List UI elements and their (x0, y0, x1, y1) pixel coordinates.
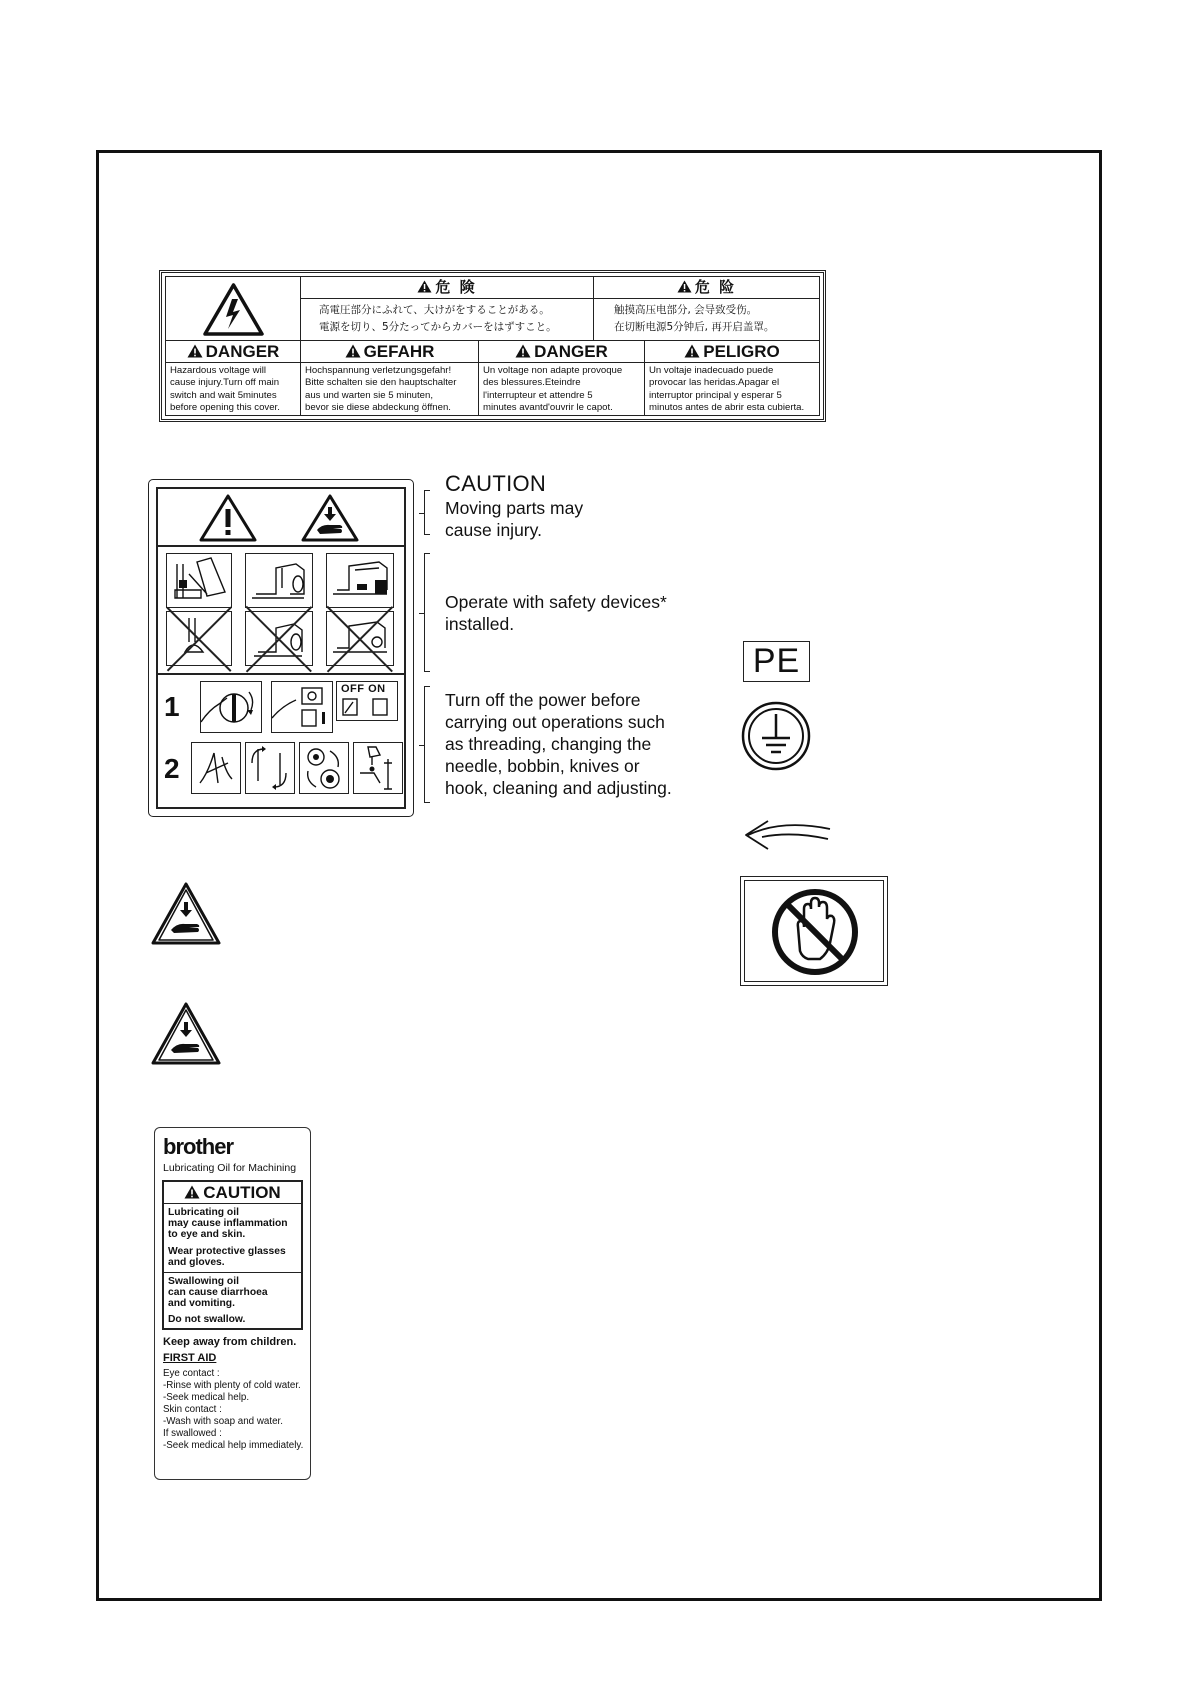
peligro-line: minutos antes de abrir esta cubierta. (649, 401, 805, 413)
first-aid-heading: FIRST AID (163, 1352, 217, 1364)
danger-de-line: Bitte schalten sie den hauptschalter (305, 377, 457, 389)
step-2-number: 2 (164, 753, 180, 784)
safety-devices-text (445, 591, 667, 635)
no-guard-crossed-picture (166, 611, 232, 666)
no-hand-touch-icon (768, 887, 862, 977)
danger-en-line: cause injury.Turn off main (170, 377, 280, 389)
cn-line: 在切断电源5分钟后, 再开启盖罩。 (614, 321, 775, 333)
danger-fr-head: DANGER (534, 342, 608, 361)
brother-logo: brother (163, 1134, 233, 1159)
danger-english (166, 341, 301, 415)
peligro-head: PELIGRO (703, 342, 780, 361)
lubricating-oil-label (154, 1127, 311, 1480)
power-off-line: hook, cleaning and adjusting. (445, 778, 672, 798)
peligro-line: interruptor principal y esperar 5 (649, 389, 782, 401)
power-off-line: Turn off the power before (445, 690, 641, 710)
danger-french (479, 341, 645, 415)
hand-crush-warning-icon (149, 1000, 223, 1068)
danger-de-line: Hochspannung verletzungsgefahr! (305, 365, 452, 376)
direction-arrow-icon (742, 815, 834, 851)
hand-crush-warning-icon (149, 880, 223, 948)
oil-caution-text: Lubricating oil may cause inflammation to eye and skin. (168, 1207, 288, 1240)
exclamation-warning-icon (198, 493, 258, 543)
moving-parts-line: cause injury. (445, 520, 542, 540)
jp-header: 危 険 (435, 278, 477, 296)
safety-devices-line: Operate with safety devices* (445, 592, 667, 612)
belt-cover-picture (326, 553, 394, 608)
danger-en-line: switch and wait 5minutes (170, 389, 277, 401)
high-voltage-warning-icon (166, 277, 301, 341)
peligro-spanish (645, 341, 819, 415)
moving-parts-line: Moving parts may (445, 498, 584, 518)
danger-de-line: bevor sie diese abdeckung öffnen. (305, 401, 451, 413)
power-off-line: as threading, changing the (445, 734, 652, 754)
eye-guard-picture (245, 553, 313, 608)
oil-do-not-swallow: Do not swallow. (168, 1314, 246, 1325)
high-voltage-label (159, 270, 826, 422)
bracket-safety (424, 553, 430, 672)
keep-away-text: Keep away from children. (163, 1336, 297, 1348)
peligro-line: provocar las heridas.Apagar el (649, 377, 780, 389)
first-aid-instructions: Eye contact : -Rinse with plenty of cold water. -Seek medical help. Skin contact : -Wash with soap and water. If swallowed : -Seek medical help immediately. (163, 1368, 304, 1451)
caution-icons-row (158, 489, 404, 547)
threading-picture (191, 742, 241, 794)
japanese-warning (301, 277, 594, 341)
danger-fr-line: minutes avantd'ouvrir le capot. (483, 401, 613, 413)
safety-devices-line: installed. (445, 614, 515, 634)
finger-guard-picture (166, 553, 232, 608)
oil-label-subtitle: Lubricating Oil for Machining (163, 1162, 297, 1174)
no-belt-cover-crossed-picture (326, 611, 394, 666)
rotary-switch-picture (200, 681, 262, 733)
danger-fr-line: des blessures.Eteindre (483, 377, 581, 389)
off-on-switch-picture (336, 681, 398, 721)
safety-devices-row (158, 547, 404, 675)
oil-caution-box (162, 1180, 303, 1330)
danger-fr-line: Un voltage non adapte provoque (483, 365, 623, 376)
danger-de-line: aus und warten sie 5 minuten, (305, 389, 433, 401)
oiling-cleaning-picture (353, 742, 403, 794)
cn-header: 危 险 (694, 278, 737, 296)
caution-pictogram-label (148, 479, 414, 817)
danger-en-line: Hazardous voltage will (170, 365, 266, 376)
step-1-number: 1 (164, 691, 180, 722)
oil-protection-text: Wear protective glasses and gloves. (168, 1246, 286, 1268)
off-label: OFF (341, 683, 365, 695)
bracket-caution (424, 490, 430, 535)
protective-earth-ground-icon (740, 700, 812, 772)
power-off-line: carrying out operations such (445, 712, 665, 732)
power-off-text (445, 689, 672, 799)
danger-en-line: before opening this cover. (170, 401, 280, 413)
hand-crush-warning-icon (300, 493, 360, 543)
no-touch-label (740, 876, 888, 986)
caution-title: CAUTION (445, 471, 547, 496)
danger-fr-line: l'interrupteur et attendre 5 (483, 389, 593, 401)
moving-parts-text (445, 497, 583, 541)
jp-line: 電源を切り、5分たってからカバーをはずすこと。 (319, 321, 557, 333)
changing-bobbin-picture (299, 742, 349, 794)
power-off-steps-row (158, 675, 404, 809)
oil-caution-head: CAUTION (203, 1183, 281, 1202)
danger-german (301, 341, 479, 415)
power-off-line: needle, bobbin, knives or (445, 756, 640, 776)
oil-swallow-text: Swallowing oil can cause diarrhoea and vomiting. (164, 1272, 301, 1309)
switch-box-picture (271, 681, 333, 733)
on-label: ON (368, 683, 386, 695)
danger-en-head: DANGER (205, 342, 280, 361)
peligro-line: Un voltaje inadecuado puede (649, 365, 774, 376)
changing-needle-picture (245, 742, 295, 794)
chinese-warning (594, 277, 819, 341)
bracket-power (424, 686, 430, 803)
jp-line: 高電圧部分にふれて、大けがをすることがある。 (319, 304, 550, 316)
pe-label: PE (743, 641, 810, 682)
danger-de-head: GEFAHR (363, 342, 435, 361)
cn-line: 触摸高压电部分, 会导致受伤。 (614, 304, 758, 316)
no-eye-guard-crossed-picture (245, 611, 313, 666)
